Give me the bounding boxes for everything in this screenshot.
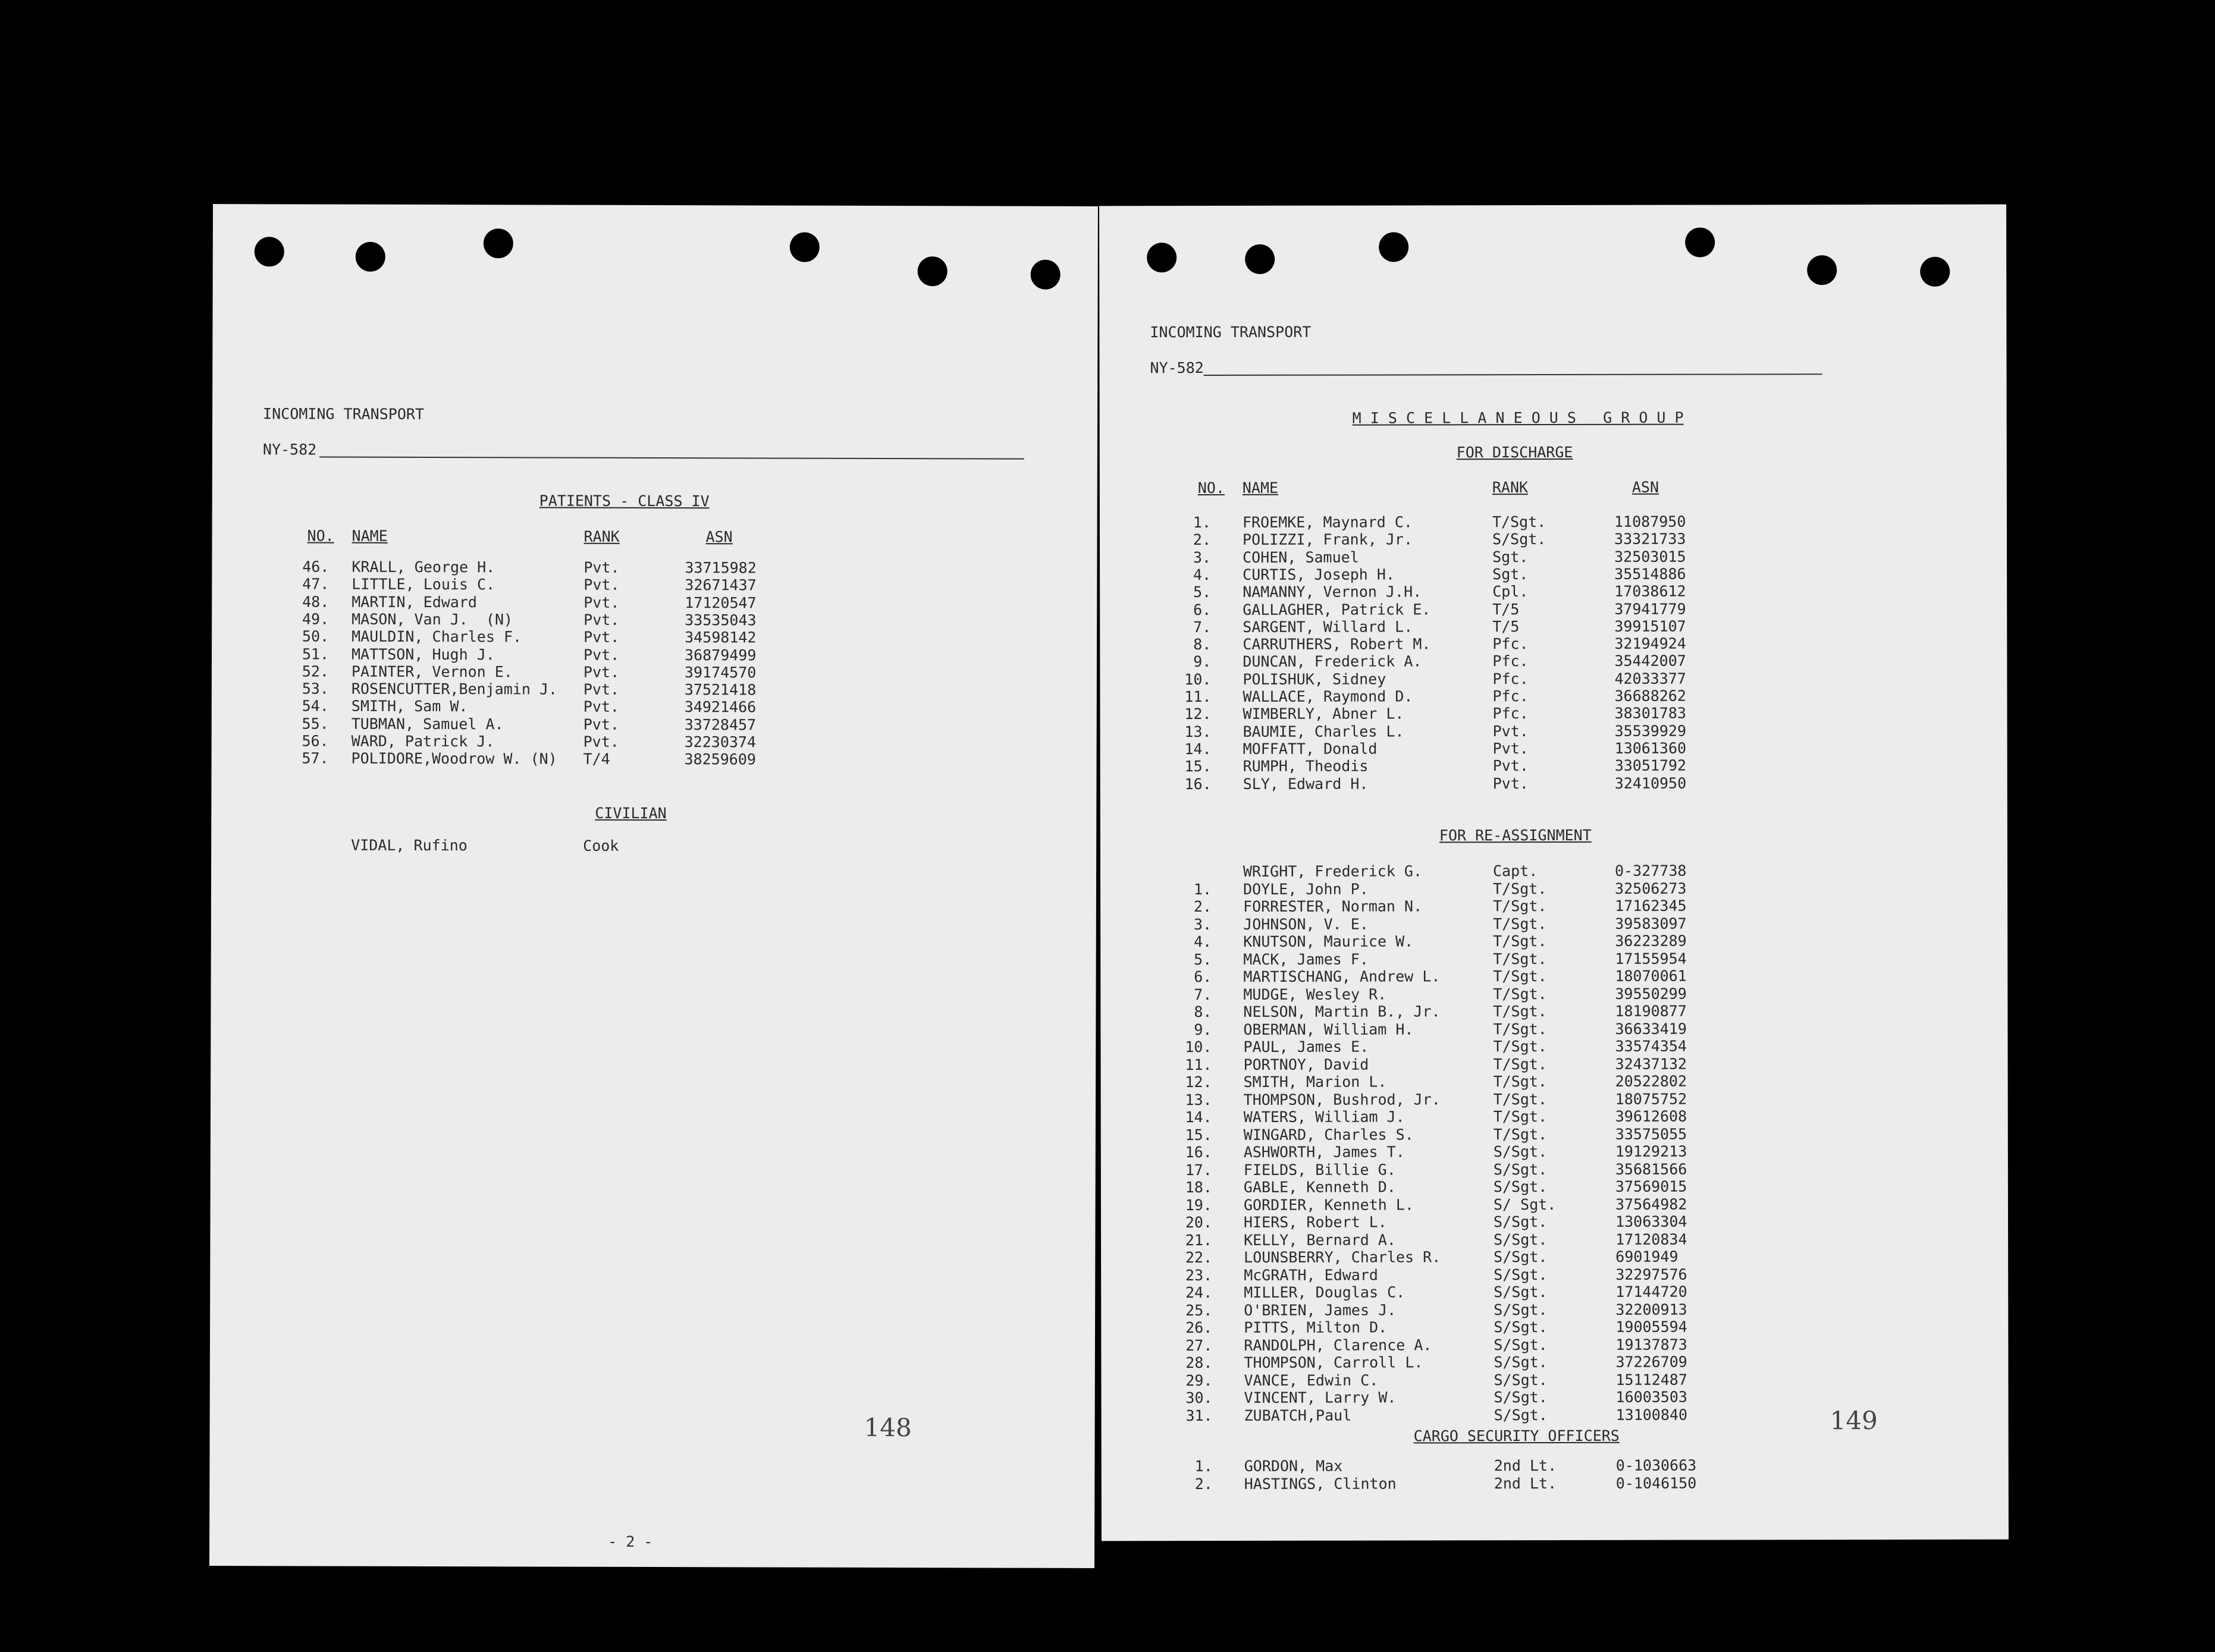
row-asn: 32437132	[1615, 1055, 1687, 1073]
row-asn: 20522802	[1615, 1072, 1687, 1090]
row-name: KNUTSON, Maurice W.	[1243, 932, 1414, 950]
row-rank: T/5	[1492, 600, 1520, 618]
row-rank: Pvt.	[583, 663, 620, 681]
row-rank: T/Sgt.	[1493, 1108, 1548, 1126]
row-name: GORDON, Max	[1244, 1457, 1343, 1475]
row-name: TUBMAN, Samuel A.	[351, 715, 504, 733]
row-number: 49.	[302, 610, 330, 628]
row-rank: S/Sgt.	[1494, 1265, 1548, 1283]
row-number: 14.	[1185, 1108, 1212, 1126]
row-name: THOMPSON, Carroll L.	[1244, 1353, 1423, 1371]
row-rank: S/Sgt.	[1494, 1283, 1548, 1301]
row-asn: 13061360	[1614, 739, 1687, 757]
row-name: WARD, Patrick J.	[351, 732, 495, 750]
row-name: THOMPSON, Bushrod, Jr.	[1243, 1090, 1441, 1108]
row-rank: Pfc.	[1492, 705, 1529, 723]
row-number: 11.	[1185, 1056, 1212, 1073]
row-name: FIELDS, Billie G.	[1243, 1160, 1396, 1179]
row-asn: 19137873	[1615, 1336, 1687, 1353]
row-asn: 35514886	[1614, 565, 1686, 583]
row-asn: 15112487	[1615, 1371, 1687, 1389]
row-rank: Pvt.	[583, 576, 620, 594]
column-header-asn: ASN	[705, 528, 733, 546]
row-asn: 37941779	[1614, 600, 1686, 618]
row-rank: Pvt.	[583, 593, 620, 611]
row-name: LOUNSBERRY, Charles R.	[1244, 1248, 1441, 1266]
row-rank: S/Sgt.	[1494, 1248, 1548, 1266]
row-rank: S/Sgt.	[1494, 1301, 1548, 1318]
column-header-no: NO.	[1197, 479, 1225, 497]
row-asn: 37564982	[1615, 1195, 1687, 1213]
row-number: 10.	[1184, 670, 1212, 688]
row-asn: 13100840	[1615, 1406, 1688, 1424]
row-name: POLIZZI, Frank, Jr.	[1242, 530, 1413, 549]
row-rank: Pvt.	[583, 628, 620, 646]
row-asn: 42033377	[1614, 670, 1686, 687]
row-number: 9.	[1194, 1020, 1212, 1038]
row-asn: 33321733	[1614, 530, 1686, 548]
row-number: 12.	[1185, 1073, 1212, 1091]
row-number: 52.	[302, 662, 329, 680]
row-asn: 19005594	[1615, 1318, 1687, 1336]
row-name: OBERMAN, William H.	[1243, 1020, 1414, 1038]
row-rank: T/5	[1492, 617, 1520, 635]
row-rank: 2nd Lt.	[1494, 1474, 1557, 1492]
row-number: 3.	[1193, 548, 1212, 566]
row-rank: Cpl.	[1492, 583, 1529, 601]
row-rank: S/ Sgt.	[1493, 1195, 1557, 1213]
row-rank: T/Sgt.	[1493, 950, 1547, 968]
row-asn: 32503015	[1614, 548, 1686, 566]
row-asn: 36688262	[1614, 687, 1686, 705]
row-name: CURTIS, Joseph H.	[1243, 566, 1395, 583]
row-asn: 0-1030663	[1615, 1456, 1697, 1474]
punch-hole	[1379, 232, 1408, 262]
row-number: 6.	[1193, 601, 1212, 618]
row-name: KRALL, George H.	[352, 558, 495, 576]
row-asn: 38301783	[1614, 704, 1686, 723]
row-rank: 2nd Lt.	[1494, 1456, 1557, 1475]
patients-table	[212, 558, 1097, 768]
row-number: 56.	[302, 732, 329, 750]
row-number: 11.	[1184, 688, 1212, 706]
row-number: 18.	[1185, 1179, 1212, 1196]
row-rank: S/Sgt.	[1493, 1178, 1548, 1196]
row-rank: Pfc.	[1492, 652, 1529, 670]
row-number: 13.	[1185, 1091, 1212, 1108]
row-number: 10.	[1185, 1038, 1212, 1056]
row-number: 25.	[1185, 1301, 1213, 1319]
row-number: 27.	[1185, 1336, 1213, 1354]
row-number: 29.	[1185, 1371, 1213, 1389]
row-asn: 33535043	[685, 611, 757, 629]
row-rank: S/Sgt.	[1494, 1353, 1548, 1371]
row-name: PITTS, Milton D.	[1244, 1318, 1388, 1336]
section-title: PATIENTS - CLASS IV	[539, 492, 710, 510]
row-asn: 6901949	[1615, 1248, 1678, 1265]
row-asn: 32506273	[1615, 880, 1687, 897]
row-number: 1.	[1194, 1458, 1213, 1475]
row-name: McGRATH, Edward	[1244, 1266, 1378, 1284]
row-number: 14.	[1184, 740, 1212, 758]
row-number: 21.	[1185, 1231, 1213, 1249]
row-name: PAINTER, Vernon E.	[351, 662, 513, 681]
column-header-name: NAME	[352, 527, 388, 545]
row-number: 2.	[1193, 531, 1212, 549]
row-name: DUNCAN, Frederick A.	[1243, 652, 1422, 671]
row-asn: 32230374	[684, 733, 757, 751]
row-asn: 33575055	[1615, 1125, 1687, 1143]
row-name: MILLER, Douglas C.	[1244, 1283, 1405, 1301]
row-asn: 33715982	[685, 559, 757, 577]
punch-hole	[356, 242, 385, 272]
row-rank: S/Sgt.	[1493, 1160, 1548, 1178]
row-number: 19.	[1185, 1196, 1212, 1214]
cargo-table	[1102, 1456, 2009, 1493]
discharge-title: FOR DISCHARGE	[1456, 443, 1573, 461]
row-rank: Pvt.	[583, 698, 620, 716]
row-asn: 33051792	[1614, 756, 1687, 775]
row-name: RUMPH, Theodis	[1243, 757, 1369, 775]
row-name: DOYLE, John P.	[1243, 880, 1369, 898]
civilian-role: Cook	[583, 837, 619, 855]
row-number: 57.	[302, 749, 329, 767]
row-name: MATTSON, Hugh J.	[351, 645, 495, 663]
row-number: 48.	[302, 593, 330, 611]
row-number: 23.	[1185, 1266, 1213, 1284]
row-asn: 17120834	[1615, 1230, 1687, 1248]
row-number: 13.	[1184, 723, 1212, 740]
row-name: COHEN, Samuel	[1243, 548, 1359, 566]
row-name: SLY, Edward H.	[1243, 775, 1369, 793]
civilian-title: CIVILIAN	[595, 804, 667, 822]
row-name: ZUBATCH,Paul	[1244, 1406, 1352, 1424]
row-asn: 32671437	[685, 576, 757, 594]
row-asn: 32410950	[1614, 774, 1687, 792]
row-asn: 17038612	[1614, 582, 1686, 601]
row-asn: 17155954	[1615, 950, 1687, 968]
right-document-page	[1099, 205, 2009, 1541]
row-number: 46.	[302, 558, 330, 576]
row-asn: 19129213	[1615, 1142, 1687, 1160]
row-rank: S/Sgt.	[1494, 1406, 1548, 1424]
row-rank: Sgt.	[1492, 548, 1529, 566]
row-rank: T/Sgt.	[1493, 1090, 1548, 1108]
row-number: 8.	[1194, 1003, 1212, 1021]
punch-hole	[484, 228, 513, 258]
row-number: 20.	[1185, 1214, 1213, 1232]
row-number: 26.	[1185, 1319, 1213, 1337]
row-rank: T/Sgt.	[1493, 1125, 1548, 1143]
row-asn: 39915107	[1614, 617, 1686, 635]
row-name: WATERS, William J.	[1243, 1108, 1405, 1126]
row-number: 7.	[1193, 618, 1212, 636]
row-rank: Pvt.	[1492, 722, 1529, 740]
row-number: 51.	[302, 645, 330, 663]
row-name: WIMBERLY, Abner L.	[1243, 705, 1404, 723]
row-asn: 36633419	[1615, 1020, 1687, 1038]
row-rank: T/4	[583, 750, 610, 768]
column-header-asn: ASN	[1632, 478, 1659, 496]
row-asn: 35442007	[1614, 652, 1686, 670]
row-name: WALLACE, Raymond D.	[1243, 687, 1413, 705]
row-number: 6.	[1194, 968, 1212, 986]
row-asn: 37521418	[684, 681, 757, 699]
left-document-page	[209, 204, 1098, 1568]
row-asn: 39612608	[1615, 1107, 1687, 1125]
page-number: 148	[864, 1412, 912, 1443]
column-header-rank: RANK	[1492, 479, 1529, 497]
row-number: 7.	[1194, 985, 1212, 1003]
row-rank: Pvt.	[583, 558, 620, 576]
row-rank: S/Sgt.	[1494, 1336, 1548, 1353]
row-number: 28.	[1185, 1354, 1213, 1372]
row-asn: 17162345	[1615, 897, 1687, 915]
row-asn: 0-327738	[1614, 862, 1687, 880]
row-rank: T/Sgt.	[1493, 985, 1547, 1003]
row-asn: 37226709	[1615, 1353, 1687, 1371]
row-number: 1.	[1193, 880, 1212, 898]
row-rank: Pfc.	[1492, 670, 1529, 687]
row-number: 53.	[302, 680, 329, 698]
row-name: WINGARD, Charles S.	[1243, 1125, 1414, 1144]
punch-hole	[1147, 243, 1176, 272]
row-name: VINCENT, Larry W.	[1244, 1389, 1397, 1406]
row-name: RANDOLPH, Clarence A.	[1244, 1336, 1432, 1354]
row-name: MACK, James F.	[1243, 950, 1369, 968]
row-rank: Sgt.	[1492, 565, 1529, 583]
row-name: LITTLE, Louis C.	[352, 575, 495, 593]
document-header: INCOMING TRANSPORT	[263, 405, 425, 423]
row-rank: T/Sgt.	[1493, 932, 1547, 950]
discharge-table	[1100, 513, 2007, 793]
row-asn: 17120547	[685, 593, 757, 612]
row-asn: 36879499	[684, 646, 757, 664]
row-rank: Pfc.	[1492, 687, 1529, 705]
row-name: WRIGHT, Frederick G.	[1243, 862, 1423, 880]
row-name: BAUMIE, Charles L.	[1243, 723, 1404, 740]
punch-hole	[255, 237, 284, 266]
row-name: POLIDORE,Woodrow W. (N)	[351, 749, 557, 768]
punch-hole	[1031, 260, 1061, 290]
row-rank: T/Sgt.	[1493, 1003, 1547, 1020]
group-title: M I S C E L L A N E O U S G R O U P	[1352, 409, 1684, 427]
row-asn: 37569015	[1615, 1177, 1687, 1195]
row-name: CARRUTHERS, Robert M.	[1243, 635, 1431, 654]
row-number: 4.	[1194, 933, 1212, 951]
row-name: PORTNOY, David	[1243, 1056, 1369, 1073]
row-name: GABLE, Kenneth D.	[1243, 1178, 1396, 1196]
row-number: 5.	[1194, 950, 1212, 968]
row-rank: T/Sgt.	[1493, 880, 1547, 897]
row-asn: 35681566	[1615, 1160, 1687, 1178]
row-name: VANCE, Edwin C.	[1244, 1371, 1379, 1389]
row-name: FROEMKE, Maynard C.	[1242, 513, 1413, 531]
row-rank: Pvt.	[583, 680, 620, 698]
row-number: 22.	[1185, 1249, 1213, 1267]
row-number: 31.	[1185, 1406, 1213, 1424]
column-header-no: NO.	[307, 527, 334, 545]
row-name: MOFFATT, Donald	[1243, 740, 1378, 758]
row-asn: 32200913	[1615, 1301, 1687, 1318]
row-asn: 33574354	[1615, 1037, 1687, 1055]
row-number: 9.	[1193, 653, 1212, 671]
row-name: FORRESTER, Norman N.	[1243, 897, 1423, 915]
row-number: 24.	[1185, 1284, 1213, 1302]
row-asn: 18190877	[1615, 1002, 1687, 1020]
row-rank: S/Sgt.	[1494, 1389, 1548, 1406]
row-name: HASTINGS, Clinton	[1244, 1474, 1397, 1493]
row-name: PAUL, James E.	[1243, 1038, 1369, 1056]
row-rank: Pvt.	[1492, 774, 1529, 792]
row-name: MASON, Van J. (N)	[352, 610, 513, 629]
row-rank: S/Sgt.	[1494, 1318, 1548, 1336]
row-rank: Pvt.	[583, 715, 619, 733]
row-number: 15.	[1185, 1126, 1212, 1144]
row-number: 1.	[1193, 514, 1211, 532]
row-name: SARGENT, Willard L.	[1243, 618, 1413, 636]
row-name: HIERS, Robert L.	[1244, 1213, 1387, 1231]
row-asn: 36223289	[1615, 932, 1687, 950]
row-name: JOHNSON, V. E.	[1243, 915, 1369, 933]
row-asn: 39174570	[684, 663, 757, 681]
row-name: MAULDIN, Charles F.	[352, 627, 522, 646]
row-asn: 0-1046150	[1615, 1474, 1697, 1492]
row-name: NAMANNY, Vernon J.H.	[1243, 583, 1422, 601]
row-rank: Pvt.	[583, 611, 620, 629]
row-asn: 34921466	[684, 698, 757, 716]
row-name: MARTIN, Edward	[352, 593, 478, 611]
row-rank: T/Sgt.	[1493, 897, 1547, 915]
row-rank: S/Sgt.	[1493, 1143, 1548, 1161]
row-number: 8.	[1193, 636, 1212, 654]
row-number: 30.	[1185, 1389, 1213, 1407]
row-asn: 17144720	[1615, 1283, 1687, 1301]
row-name: POLISHUK, Sidney	[1243, 670, 1386, 688]
row-asn: 34598142	[685, 629, 757, 646]
punch-hole	[918, 256, 948, 286]
row-number: 17.	[1185, 1161, 1212, 1179]
header-rule	[319, 457, 1024, 460]
transport-ref: NY-582	[1150, 359, 1204, 377]
row-asn: 18070061	[1615, 967, 1687, 985]
row-name: KELLY, Bernard A.	[1244, 1230, 1396, 1249]
row-asn: 39550299	[1615, 985, 1687, 1003]
row-rank: Pvt.	[1492, 757, 1529, 775]
row-name: SMITH, Marion L.	[1243, 1073, 1387, 1091]
column-header-rank: RANK	[583, 527, 620, 545]
row-number: 4.	[1193, 566, 1212, 583]
row-name: NELSON, Martin B., Jr.	[1243, 1003, 1441, 1020]
row-name: GORDIER, Kenneth L.	[1243, 1195, 1414, 1214]
row-asn: 16003503	[1615, 1388, 1687, 1406]
column-header-name: NAME	[1242, 479, 1279, 497]
row-asn: 35539929	[1614, 722, 1687, 740]
row-name: ROSENCUTTER,Benjamin J.	[351, 680, 558, 698]
row-number: 2.	[1193, 898, 1212, 916]
row-number: 15.	[1184, 758, 1212, 775]
row-asn: 11087950	[1614, 513, 1686, 530]
row-rank: S/Sgt.	[1492, 530, 1546, 548]
row-asn: 32297576	[1615, 1265, 1687, 1283]
row-name: ASHWORTH, James T.	[1243, 1143, 1405, 1161]
punch-hole	[790, 233, 820, 262]
row-asn: 32194924	[1614, 635, 1686, 652]
page-footer: - 2 -	[608, 1532, 653, 1550]
punch-hole	[1245, 244, 1275, 274]
row-asn: 39583097	[1615, 915, 1687, 932]
page-number: 149	[1830, 1406, 1878, 1436]
row-rank: Pfc.	[1492, 635, 1529, 653]
row-number: 55.	[302, 715, 329, 733]
row-number: 47.	[302, 575, 330, 593]
header-rule	[1204, 373, 1822, 376]
row-name: SMITH, Sam W.	[351, 698, 468, 715]
row-number: 50.	[302, 627, 330, 645]
civilian-name: VIDAL, Rufino	[351, 836, 468, 855]
row-number: 16.	[1184, 775, 1212, 793]
row-number: 12.	[1184, 705, 1212, 723]
row-name: GALLAGHER, Patrick E.	[1243, 600, 1431, 618]
row-asn: 13063304	[1615, 1213, 1687, 1230]
row-number: 5.	[1193, 583, 1212, 601]
row-rank: T/Sgt.	[1493, 1073, 1547, 1091]
row-rank: S/Sgt.	[1494, 1371, 1548, 1389]
punch-hole	[1685, 228, 1715, 257]
row-name: MARTISCHANG, Andrew L.	[1243, 968, 1441, 985]
cargo-title: CARGO SECURITY OFFICERS	[1413, 1427, 1620, 1445]
row-asn: 38259609	[684, 750, 757, 768]
row-rank: Pvt.	[1492, 739, 1529, 758]
row-rank: S/Sgt.	[1493, 1213, 1548, 1231]
row-rank: T/Sgt.	[1493, 1055, 1547, 1073]
row-rank: S/Sgt.	[1494, 1230, 1548, 1248]
row-rank: T/Sgt.	[1492, 513, 1546, 531]
row-rank: T/Sgt.	[1493, 968, 1547, 985]
reassign-title: FOR RE-ASSIGNMENT	[1439, 826, 1592, 844]
punch-hole	[1807, 255, 1837, 285]
row-asn: 18075752	[1615, 1090, 1687, 1108]
row-rank: T/Sgt.	[1493, 915, 1547, 932]
row-number: 2.	[1194, 1475, 1213, 1493]
row-number: 16.	[1185, 1144, 1212, 1161]
row-name: MUDGE, Wesley R.	[1243, 985, 1387, 1003]
row-rank: Capt.	[1492, 862, 1538, 880]
document-header: INCOMING TRANSPORT	[1150, 323, 1312, 341]
row-rank: T/Sgt.	[1493, 1038, 1547, 1056]
row-number: 3.	[1194, 915, 1212, 933]
row-rank: T/Sgt.	[1493, 1020, 1547, 1038]
punch-hole	[1920, 257, 1950, 287]
row-name: O'BRIEN, James J.	[1244, 1301, 1397, 1319]
row-rank: Pvt.	[583, 646, 620, 664]
row-asn: 33728457	[684, 715, 757, 734]
row-number: 54.	[302, 697, 329, 715]
transport-ref: NY-582	[262, 441, 317, 458]
row-rank: Pvt.	[583, 733, 619, 750]
